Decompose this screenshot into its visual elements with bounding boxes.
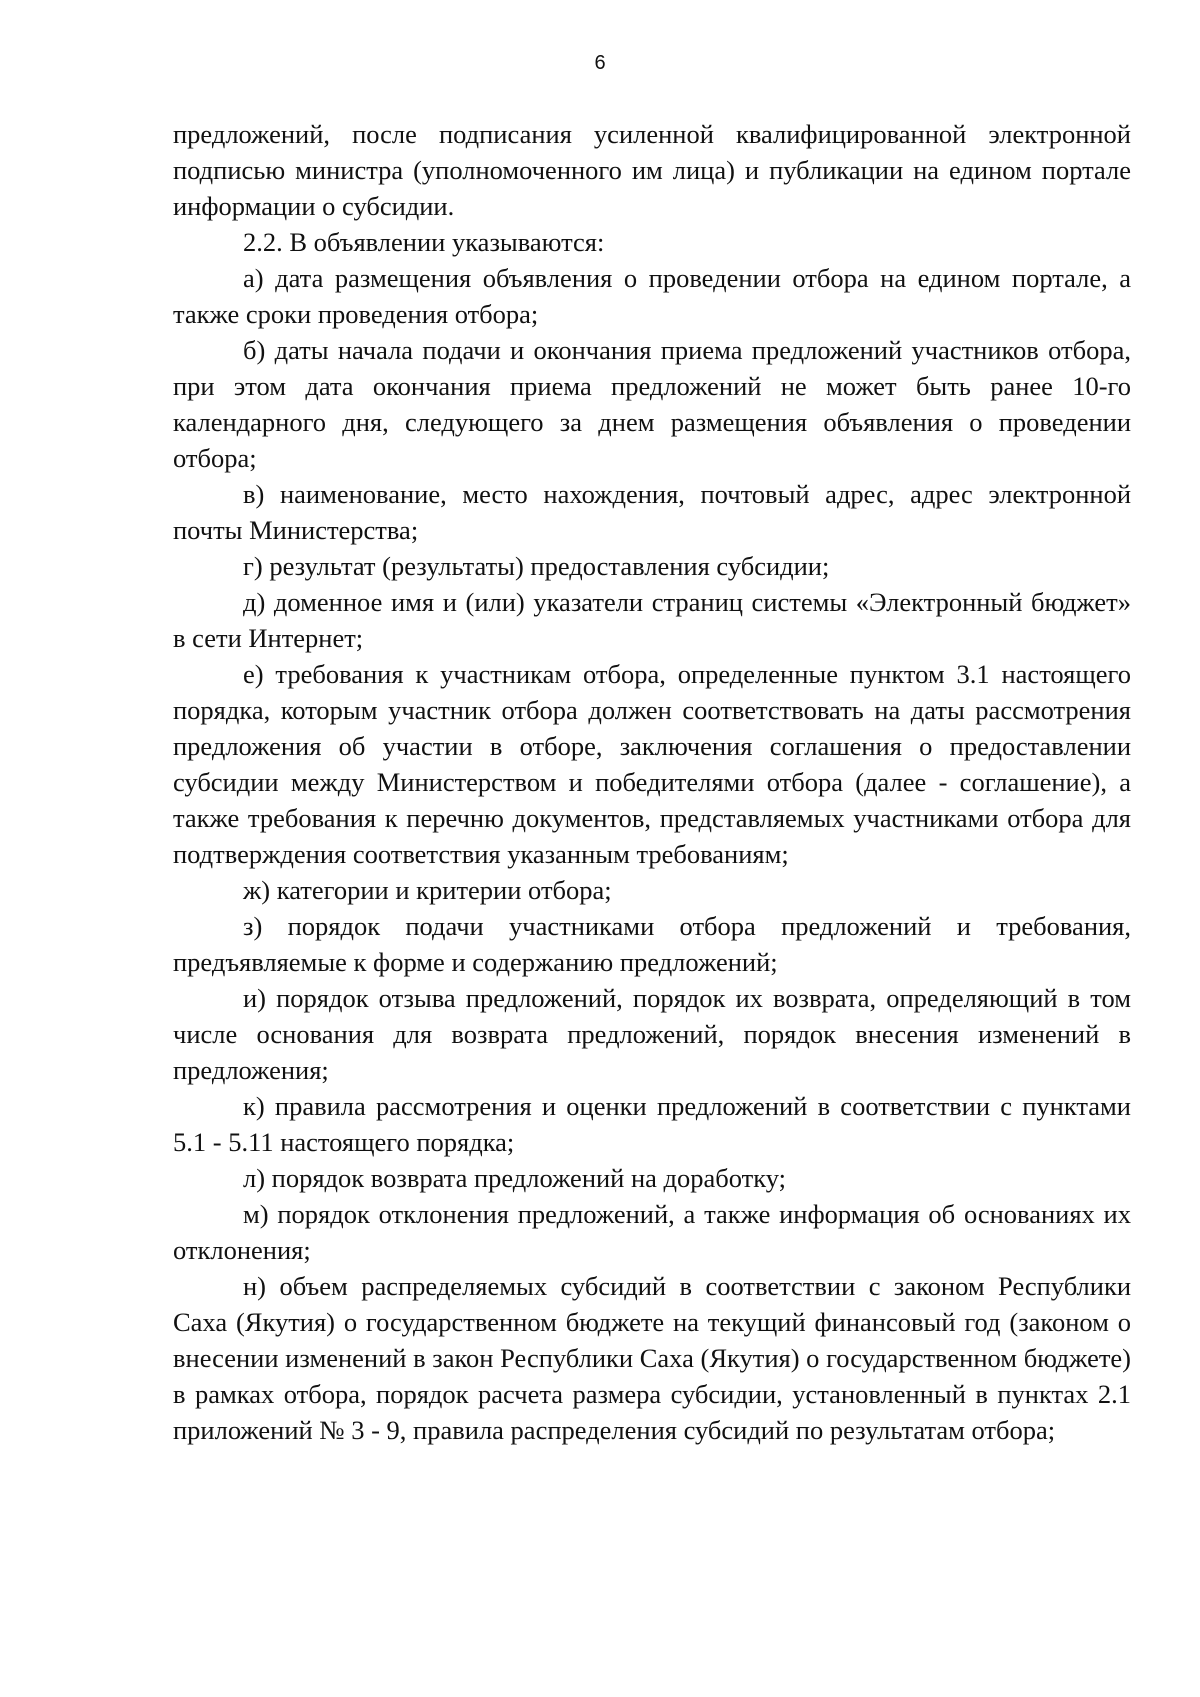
paragraph-continuation: предложений, после подписания усиленной квалифицированной электронной подписью министра (уполномоченного им лица) и публикации на едином портале информации о субсидии. [173, 119, 1131, 221]
paragraph-item-m: м) порядок отклонения предложений, а также информация об основаниях их отклонения; [173, 1199, 1131, 1265]
paragraph-item-z: з) порядок подачи участниками отбора предложений и требования, предъявляемые к форме и содержанию предложений; [173, 911, 1131, 977]
paragraph-item-e: е) требования к участникам отбора, определенные пунктом 3.1 настоящего порядка, которым участник отбора должен соответствовать на даты рассмотрения предложения об участии в отборе, заключения соглашения о предоставлении субсидии между Министерством и победителями отбора (далее - соглашение), а также требования к перечню документов, представляемых участниками отбора для подтверждения соответствия указанным требованиям; [173, 659, 1131, 869]
page-number: 6 [594, 52, 606, 74]
paragraph-item-d: д) доменное имя и (или) указатели страниц системы «Электронный бюджет» в сети Интернет; [173, 587, 1131, 653]
paragraph-item-a: а) дата размещения объявления о проведении отбора на едином портале, а также сроки проведения отбора; [173, 263, 1131, 329]
paragraph-section-2-2: 2.2. В объявлении указываются: [243, 227, 605, 257]
paragraph-item-i: и) порядок отзыва предложений, порядок их возврата, определяющий в том числе основания для возврата предложений, порядок внесения изменений в предложения; [173, 983, 1131, 1085]
document-body [173, 116, 1131, 1448]
paragraph-item-v: в) наименование, место нахождения, почтовый адрес, адрес электронной почты Министерства; [173, 479, 1131, 545]
paragraph-item-b: б) даты начала подачи и окончания приема предложений участников отбора, при этом дата окончания приема предложений не может быть ранее 10-го календарного дня, следующего за днем размещения объявления о проведении отбора; [173, 335, 1131, 473]
paragraph-item-k: к) правила рассмотрения и оценки предложений в соответствии с пунктами 5.1 - 5.11 настоящего порядка; [173, 1091, 1131, 1157]
paragraph-item-l: л) порядок возврата предложений на доработку; [243, 1163, 787, 1193]
paragraph-item-n: н) объем распределяемых субсидий в соответствии с законом Республики Саха (Якутия) о государственном бюджете на текущий финансовый год (законом о внесении изменений в закон Республики Саха (Якутия) о государственном бюджете) в рамках отбора, порядок расчета размера субсидии, установленный в пунктах 2.1 приложений № 3 - 9, правила распределения субсидий по результатам отбора; [173, 1271, 1131, 1445]
paragraph-item-g: г) результат (результаты) предоставления субсидии; [243, 551, 830, 581]
paragraph-item-zh: ж) категории и критерии отбора; [243, 875, 612, 905]
